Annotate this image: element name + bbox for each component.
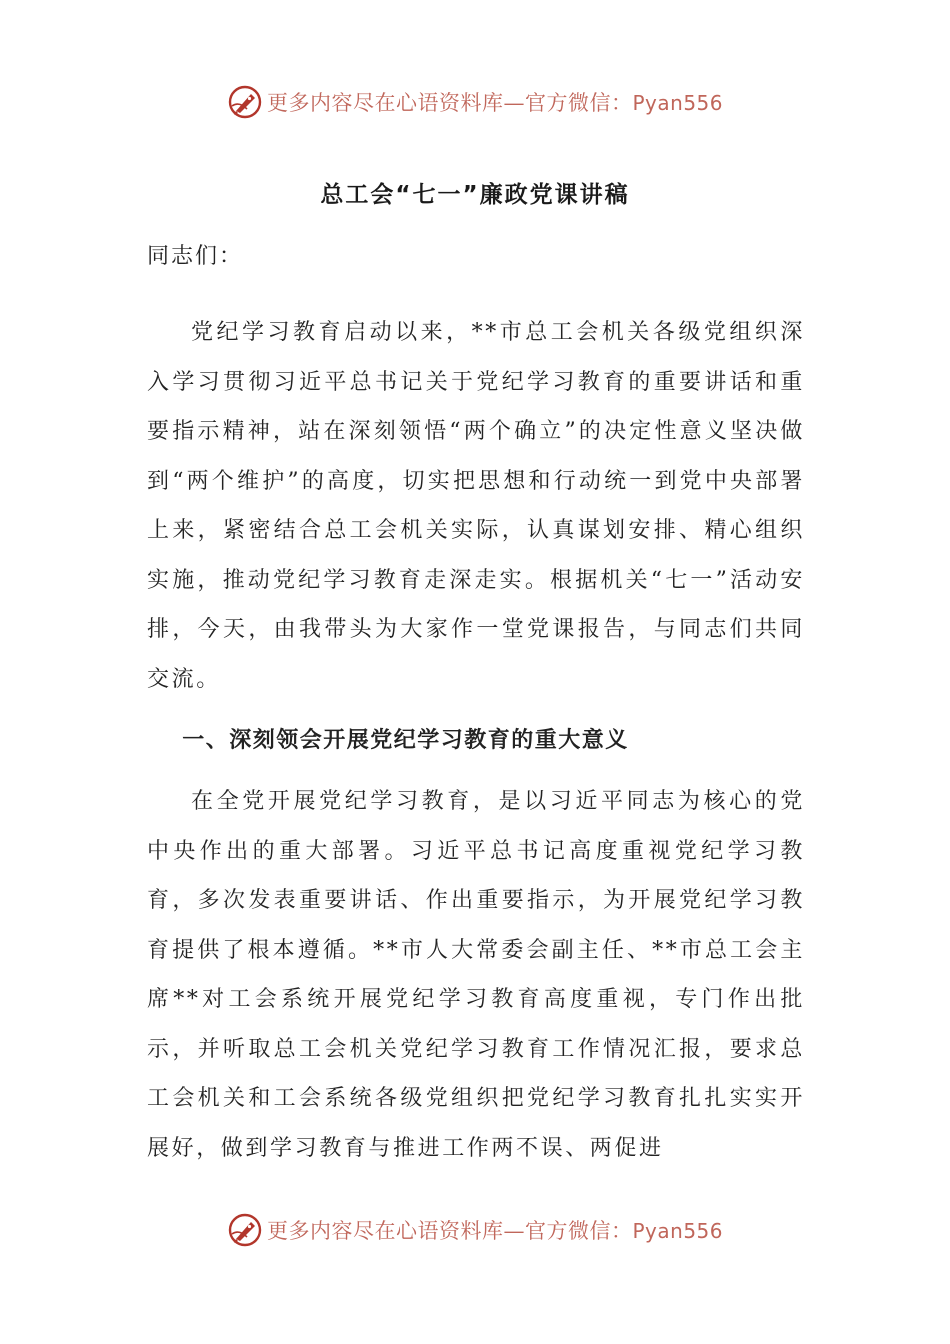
banner-text: [267, 87, 723, 117]
paragraph-intro: 党纪学习教育启动以来，**市总工会机关各级党组织深入学习贯彻习近平总书记关于党纪学习教育的重要讲话和重要指示精神，站在深刻领悟“两个确立”的决定性意义坚决做到“两个维护”的高度，切实把思想和行动统一到党中央部署上来，紧密结合总工会机关实际，认真谋划安排、精心组织实施，推动党纪学习教育走深走实。根据机关“七一”活动安排，今天，由我带头为大家作一堂党课报告，与同志们共同交流。: [147, 320, 805, 692]
pen-nib-logo-icon: [227, 84, 263, 120]
footer-banner: [0, 1208, 950, 1252]
banner-site-name: 更多内容尽在心语资料库: [266, 1219, 504, 1243]
banner-separator: —: [503, 1219, 525, 1243]
banner-wechat-label: 官方微信：: [524, 91, 633, 115]
page-title: 总工会“七一”廉政党课讲稿: [320, 182, 630, 208]
banner-text: [267, 1215, 723, 1245]
pen-nib-logo-icon: [227, 1212, 263, 1248]
banner-wechat-id: Pyan556: [632, 91, 723, 115]
section-heading-1: 一、深刻领会开展党纪学习教育的重大意义: [182, 728, 629, 753]
document-body: [147, 232, 805, 1173]
paragraph-section-1: 在全党开展党纪学习教育，是以习近平同志为核心的党中央作出的重大部署。习近平总书记高度重视党纪学习教育，多次发表重要讲话、作出重要指示，为开展党纪学习教育提供了根本遵循。**市人大常委会副主任、**市总工会主席**对工会系统开展党纪学习教育高度重视，专门作出批示，并听取总工会机关党纪学习教育工作情况汇报，要求总工会机关和工会系统各级党组织把党纪学习教育扎扎实实开展好，做到学习教育与推进工作两不误、两促进: [147, 789, 805, 1161]
banner-separator: —: [503, 91, 525, 115]
header-banner: [0, 80, 950, 124]
banner-wechat-label: 官方微信：: [524, 1219, 633, 1243]
salutation: 同志们：: [147, 244, 244, 269]
banner-wechat-id: Pyan556: [632, 1219, 723, 1243]
banner-site-name: 更多内容尽在心语资料库: [266, 91, 504, 115]
